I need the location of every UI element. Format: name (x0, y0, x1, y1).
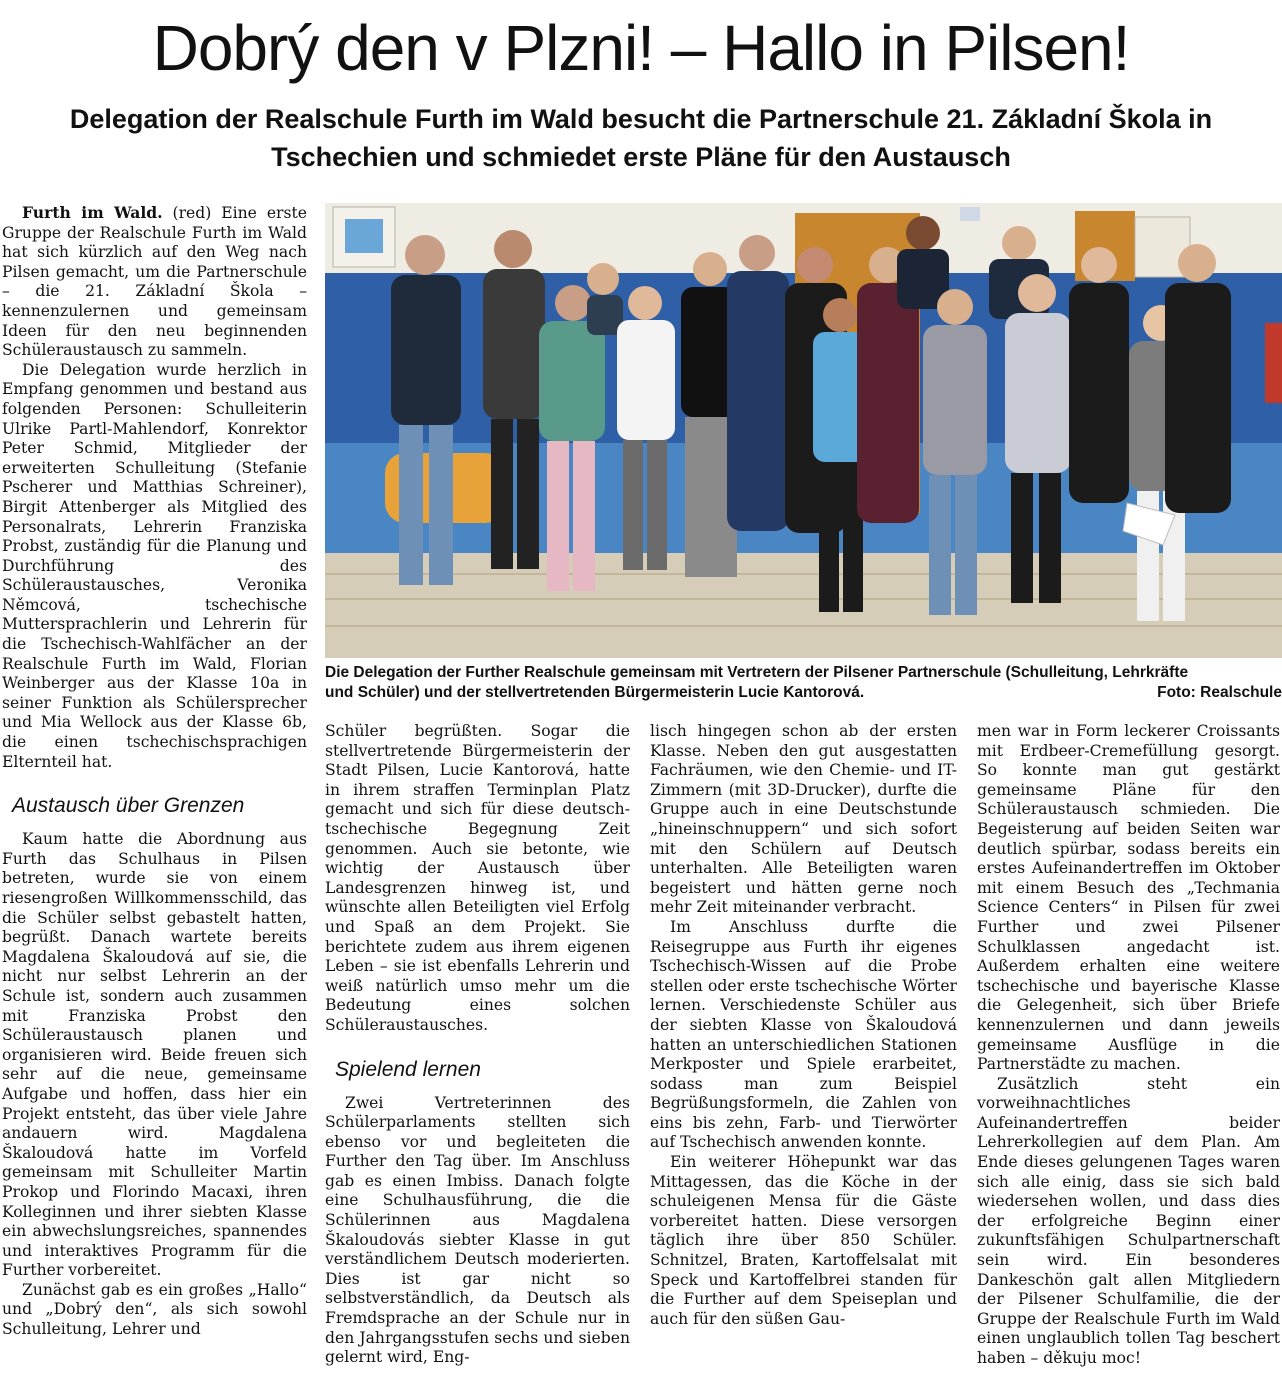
article-column-3 (650, 722, 957, 1329)
article-column-1 (2, 203, 307, 1340)
paragraph: men war in Form leckerer Croissants mit Erdbeer-Cremefüllung gesorgt. So konnte man gut gestärkt gemeinsame Pläne für den Schüleraustausch schmieden. Die Begeisterung auf beiden Seiten war deutlich spürbar, sodass bereits ein erstes Aufeinandertreffen im Oktober mit einem Besuch des „Techmania Science Centers“ in Pilsen für zwei Further und zwei Pilsener Schulklassen angedacht ist. Außerdem erhalten eine weitere tschechische und bayerische Klasse die Gelegenheit, sich über Briefe kennenzulernen und dann jeweils gemeinsame Ausflüge in die Partnerstädte zu machen. (977, 722, 1280, 1074)
subheadline (0, 100, 1282, 176)
article-column-2 (325, 722, 630, 1368)
subheadline-line-1: Delegation der Realschule Furth im Wald besucht die Partnerschule 21. Základní Škola in (69, 104, 1213, 134)
photo-caption (325, 663, 1282, 703)
paragraph: lisch hingegen schon ab der ersten Klasse. Neben den gut ausgestatten Fachräumen, wie den Chemie- und IT-Zimmern (mit 3D-Drucker), durfte die Gruppe auch in eine Deutschstunde „hineinschnuppern“ und sich sofort mit den Schülern auf Deutsch unterhalten. Alle Beteiligten waren begeistert und hätten gerne noch mehr Zeit miteinander verbracht. (650, 722, 957, 917)
intro-paragraph (2, 203, 307, 361)
paragraph: Kaum hatte die Abordnung aus Furth das Schulhaus in Pilsen betreten, wurde sie von einem riesengroßen Willkommensschild, das die Schüler selbst gebastelt hatten, begrüßt. Danach wartete bereits Magdalena Škaloudová auf sie, die nicht nur selbst Lehrerin an der Schule ist, sondern auch zusammen mit Franziska Probst den Schüleraustausch planen und organisieren wird. Beide freuen sich sehr auf die neue, gemeinsame Aufgabe und hoffen, dass hier ein Projekt entsteht, das über viele Jahre andauern wird. Magdalena Škaloudová hatte im Vorfeld gemeinsam mit Schulleiter Martin Prokop und Florindo Macaxi, ihren Kolleginnen und ihrer siebten Klasse ein abwechslungsreiches, spannendes und interaktives Programm für die Further vorbereitet. (2, 830, 307, 1280)
dateline: Furth im Wald. (22, 203, 163, 222)
headline: Dobrý den v Plzni! – Hallo in Pilsen! (152, 12, 1130, 84)
group-photo (325, 203, 1282, 658)
article-column-4 (977, 722, 1280, 1369)
paragraph: Zunächst gab es ein großes „Hallo“ und „Dobrý den“, als sich sowohl Schulleitung, Lehrer und (2, 1280, 307, 1339)
caption-line-1: Die Delegation der Further Realschule gemeinsam mit Vertretern der Pilsener Partnerschule (Schulleitung, Lehrkräfte (325, 664, 1189, 681)
paragraph: Zusätzlich steht ein vorweihnachtliches Aufeinandertreffen beider Lehrerkollegien auf dem Plan. Am Ende dieses gelungenen Tages waren sich alle einig, dass sie sich bald wiedersehen wollen, und dass dies der erfolgreiche Beginn einer zukunftsfähigen Schulpartnerschaft sein wird. Ein besonderes Dankeschön galt allen Mitgliedern der Pilsener Schulfamilie, die der Gruppe der Realschule Furth im Wald einen unglaublich tollen Tag beschert haben – děkuju moc! (977, 1074, 1280, 1367)
caption-line-2: und Schüler) und der stellvertretenden Bürgermeisterin Lucie Kantorová. (325, 684, 865, 701)
paragraph: Die Delegation wurde herzlich in Empfang genommen und bestand aus folgenden Personen: Schulleiterin Ulrike Partl-Mahlendorf, Konrektor Peter Schmid, Mitglieder der erweiterten Schulleitung (Stefanie Pscherer und Matthias Schreiner), Birgit Attenberger als Mitglied des Personalrats, Lehrerin Franziska Probst, zuständig für die Planung und Durchführung des Schüleraustausches, Veronika Němcová, tschechische Muttersprachlerin und Lehrerin für die Tschechisch-Wahlfächer an der Realschule Furth im Wald, Florian Weinberger aus der Klasse 10a in seiner Funktion als Schülersprecher und Mia Wellock aus der Klasse 6b, die einen tschechischsprachigen Elternteil hat. (2, 360, 307, 771)
subheading: Spielend lernen (335, 1057, 481, 1081)
subheading: Austausch über Grenzen (12, 794, 245, 818)
intro-text: (red) Eine erste Gruppe der Realschule Furth im Wald hat sich kürzlich auf den Weg nach Pilsen gemacht, um die Partnerschule – die 21. Základní Škola – kennenzulernen und gemeinsam Ideen für den neu beginnenden Schüleraustausch zu sammeln. (2, 204, 307, 360)
paragraph: Ein weiterer Höhepunkt war das Mittagessen, das die Köche in der schuleigenen Mensa für die Gäste vorbereitet hatten. Diese versorgen täglich ihre über 850 Schüler. Schnitzel, Braten, Kartoffelsalat mit Speck und Kartoffelbrei standen für die Further auf dem Speiseplan und auch für den süßen Gau- (650, 1153, 957, 1328)
group-photo-illustration (325, 203, 1282, 658)
paragraph: Im Anschluss durfte die Reisegruppe aus Furth ihr eigenes Tschechisch-Wissen auf die Probe stellen oder erste tschechische Wörter lernen. Verschiedenste Schüler aus der siebten Klasse von Škaloudová hatten an unterschiedlichen Stationen Merkposter und Spiele erarbeitet, sodass man zum Beispiel Begrüßungsformeln, die Zahlen von eins bis zehn, Farb- und Tierwörter auf Tschechisch anwenden konnte. (650, 917, 957, 1152)
paragraph: Zwei Vertreterinnen des Schülerparlaments stellten sich ebenso vor und begleiteten die Further den Tag über. Im Anschluss gab es einen Imbiss. Danach folgte eine Schulhausführung, die die Schülerinnen aus Magdalena Škaloudovás siebter Klasse in gut verständlichem Deutsch moderierten. Dies ist gar nicht so selbstverständlich, da Deutsch als Fremdsprache an der Schule nur in den Jahrgangsstufen sechs und sieben gelernt wird, Eng- (325, 1093, 630, 1367)
photo-credit: Foto: Realschule (1157, 684, 1282, 701)
paragraph: Schüler begrüßten. Sogar die stellvertretende Bürgermeisterin der Stadt Pilsen, Lucie Kantorová, hatte in ihrem straffen Terminplan Platz gemacht und sich für diese deutsch-tschechische Begegnung Zeit genommen. Auch sie betonte, wie wichtig der Austausch über Landesgrenzen hinweg ist, und wünschte allen Beteiligten viel Erfolg und Spaß an dem Projekt. Sie berichtete zudem aus ihrem eigenen Leben – sie ist ebenfalls Lehrerin und weiß natürlich umso mehr um die Bedeutung eines solchen Schüleraustausches. (325, 722, 630, 1034)
subheadline-line-2: Tschechien und schmiedet erste Pläne für den Austausch (271, 142, 1011, 172)
